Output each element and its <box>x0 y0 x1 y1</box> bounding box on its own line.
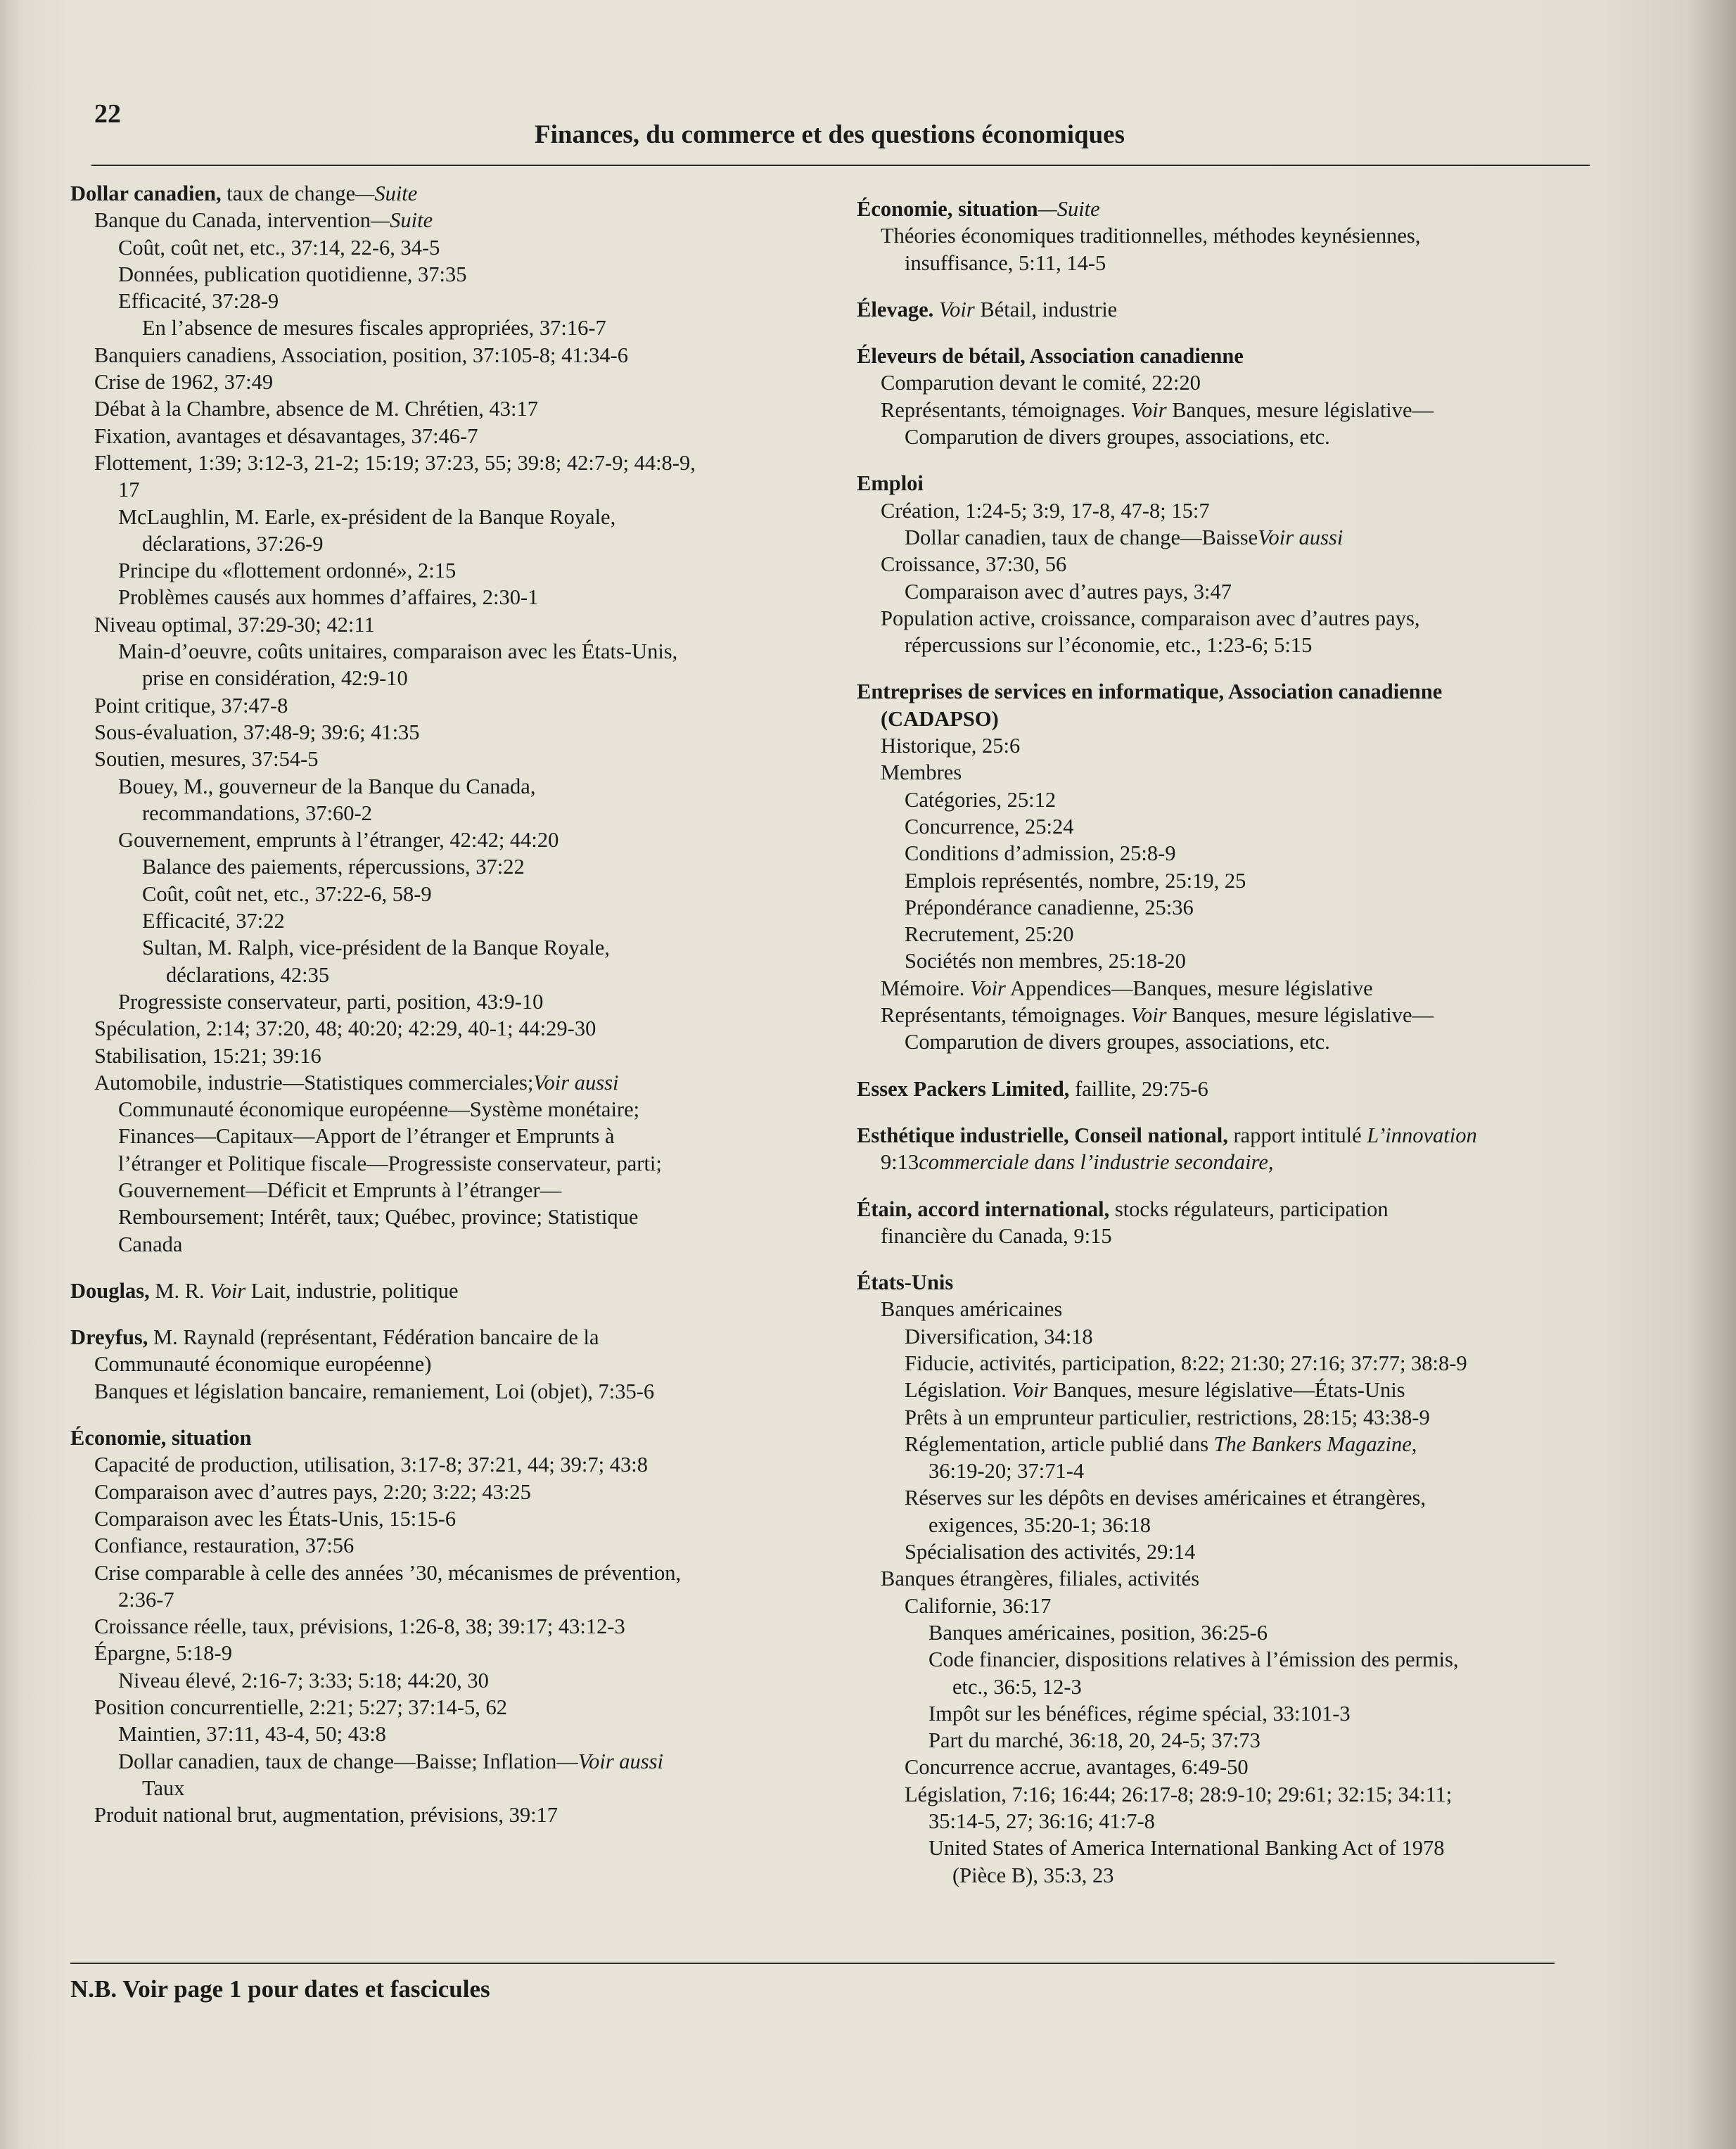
entry-text: Automobile, industrie—Statistiques commerciales; <box>94 1070 534 1095</box>
entry-text: Croissance, 37:30, 56 <box>881 552 1067 577</box>
index-subentry-line <box>70 1775 851 1802</box>
heading-text: Économie, situation <box>70 1426 252 1450</box>
index-subentry-line <box>857 1002 1567 1028</box>
entry-text: Prépondérance canadienne, 25:36 <box>905 895 1194 919</box>
entry-text: Création, 1:24-5; 3:9, 17-8, 47-8; 15:7 <box>881 498 1210 523</box>
index-subentry-line <box>70 504 851 530</box>
entry-text: exigences, 35:20-1; 36:18 <box>928 1512 1151 1537</box>
entry-text: Données, publication quotidienne, 37:35 <box>118 262 467 286</box>
heading-text: Étain, accord international, <box>857 1197 1110 1221</box>
entry-text: Concurrence accrue, avantages, 6:49-50 <box>905 1755 1249 1780</box>
heading-text: Éleveurs de bétail, Association canadienne <box>857 344 1244 369</box>
entry-gap <box>857 1249 1567 1269</box>
entry-gap <box>857 1056 1567 1076</box>
entry-text: Crise de 1962, 37:49 <box>94 370 274 395</box>
index-heading-line <box>857 1269 1567 1296</box>
entry-text: Communauté économique européenne) <box>94 1352 432 1377</box>
heading-text: États-Unis <box>857 1270 954 1295</box>
entry-text: Banque du Canada, intervention <box>94 208 371 233</box>
index-subentry-line <box>70 1640 851 1666</box>
entry-text: Banques américaines, position, 36:25-6 <box>928 1620 1268 1645</box>
index-subentry-line <box>857 1808 1567 1835</box>
index-subentry-line <box>857 867 1567 894</box>
index-subentry-line <box>857 1754 1567 1780</box>
entry-text: Coût, coût net, etc., 37:22-6, 58-9 <box>142 881 432 906</box>
see-reference-text: Voir aussi <box>577 1749 664 1773</box>
entry-text: Californie, 36:17 <box>905 1593 1052 1618</box>
index-subentry-line <box>857 975 1567 1002</box>
entry-text: Bétail, industrie <box>974 297 1118 321</box>
index-subentry-line <box>70 1532 851 1559</box>
index-subentry-line <box>857 1700 1567 1727</box>
entry-text: Législation. <box>905 1378 1012 1403</box>
index-heading-line <box>857 196 1567 222</box>
index-subentry-line <box>857 1862 1567 1889</box>
entry-text: Principe du «flottement ordonné», 2:15 <box>118 559 457 583</box>
entry-text: Finances—Capitaux—Apport de l’étranger et Emprunts à <box>118 1124 615 1149</box>
entry-gap <box>857 658 1567 678</box>
entry-text: Banquiers canadiens, Association, position, 37:105-8; 41:34-6 <box>94 343 629 367</box>
index-column-left <box>70 180 851 1829</box>
entry-text: Sultan, M. Ralph, vice-président de la Banque Royale, <box>142 936 610 960</box>
entry-text: Efficacité, 37:22 <box>142 909 285 933</box>
entry-gap <box>857 450 1567 470</box>
entry-text: Catégories, 25:12 <box>905 787 1057 812</box>
entry-text: Impôt sur les bénéfices, régime spécial, 33:101-3 <box>928 1701 1351 1726</box>
entry-text: Sous-évaluation, 37:48-9; 39:6; 41:35 <box>94 720 420 744</box>
see-reference-text: Voir aussi <box>1258 525 1344 549</box>
heading-text: Douglas, <box>70 1278 150 1303</box>
book-gutter-shadow <box>1687 0 1736 2149</box>
index-subentry-line <box>70 665 851 691</box>
entry-text: Crise comparable à celle des années ’30, mécanismes de prévention, <box>94 1560 682 1585</box>
entry-text: 9:13 <box>881 1150 919 1175</box>
index-subentry-line <box>70 1694 851 1721</box>
entry-text: répercussions sur l’économie, etc., 1:23-6; 5:15 <box>905 633 1313 658</box>
entry-text: financière du Canada, 9:15 <box>881 1223 1112 1248</box>
see-reference-text: Voir <box>1130 1003 1167 1028</box>
entry-text: Banques, mesure législative—États-Unis <box>1047 1378 1405 1403</box>
index-subentry-line <box>857 1673 1567 1700</box>
index-subentry-line <box>70 1505 851 1532</box>
entry-text: Efficacité, 37:28-9 <box>118 289 279 314</box>
entry-text: Taux <box>142 1775 185 1800</box>
entry-text: Historique, 25:6 <box>881 734 1021 758</box>
index-subentry-line <box>70 1177 851 1204</box>
index-subentry-line <box>70 692 851 719</box>
entry-text: Représentants, témoignages. <box>881 397 1131 422</box>
index-heading-line <box>857 1196 1567 1223</box>
index-subentry-line <box>857 1835 1567 1861</box>
index-subentry-line <box>857 397 1567 423</box>
index-subentry-line <box>70 1667 851 1694</box>
index-subentry-line <box>70 395 851 422</box>
index-subentry-line <box>70 288 851 314</box>
entry-text: Dollar canadien, taux de change—Baisse <box>905 525 1258 549</box>
index-subentry-line <box>70 1748 851 1775</box>
entry-gap <box>70 1258 851 1277</box>
index-subentry-line <box>857 1619 1567 1646</box>
see-reference-text: Voir <box>970 976 1006 1000</box>
entry-text: Gouvernement—Déficit et Emprunts à l’étranger— <box>118 1178 562 1202</box>
entry-text: faillite, 29:75-6 <box>1069 1076 1208 1101</box>
entry-gap <box>857 1102 1567 1122</box>
index-subentry-line <box>857 222 1567 249</box>
entry-text: Communauté économique européenne—Système monétaire; <box>118 1097 640 1122</box>
index-subentry-line <box>857 497 1567 524</box>
index-subentry-line <box>857 1727 1567 1754</box>
entry-text: Part du marché, 36:18, 20, 24-5; 37:73 <box>928 1728 1260 1753</box>
entry-text: Comparaison avec d’autres pays, 3:47 <box>905 579 1232 604</box>
index-subentry-line <box>70 1015 851 1042</box>
index-subentry-line <box>857 423 1567 450</box>
entry-text: Bouey, M., gouverneur de la Banque du Canada, <box>118 774 536 798</box>
entry-text: Conditions d’admission, 25:8-9 <box>905 841 1176 866</box>
index-subentry-line <box>857 1350 1567 1377</box>
index-subentry-line <box>70 530 851 557</box>
index-subentry-line <box>70 827 851 853</box>
index-subentry-line <box>857 1512 1567 1538</box>
entry-text: Remboursement; Intérêt, taux; Québec, province; Statistique <box>118 1205 639 1230</box>
entry-text: Balance des paiements, répercussions, 37:22 <box>142 855 525 879</box>
heading-text: (CADAPSO) <box>881 706 999 731</box>
entry-text: Emplois représentés, nombre, 25:19, 25 <box>905 868 1246 893</box>
entry-text: Progressiste conservateur, parti, position, 43:9-10 <box>118 989 544 1014</box>
index-subentry-line <box>857 1538 1567 1565</box>
entry-text: 2:36-7 <box>118 1587 174 1612</box>
heading-text: Essex Packers Limited, <box>857 1076 1070 1101</box>
entry-text: Recrutement, 25:20 <box>905 922 1074 947</box>
index-subentry-line <box>70 1378 851 1405</box>
entry-text: United States of America International Banking Act of 1978 <box>928 1836 1445 1861</box>
index-subentry-line <box>70 881 851 907</box>
index-subentry-line <box>857 921 1567 948</box>
entry-text: insuffisance, 5:11, 14-5 <box>905 250 1106 275</box>
entry-text: Comparaison avec d’autres pays, 2:20; 3:22; 43:25 <box>94 1479 531 1504</box>
index-subentry-line <box>70 449 851 476</box>
entry-text: Lait, industrie, politique <box>245 1278 459 1303</box>
index-subentry-line <box>70 1204 851 1230</box>
index-subentry-line <box>857 813 1567 840</box>
continued-marker: —Suite <box>371 208 433 233</box>
entry-text: Banques, mesure législative— <box>1166 397 1434 422</box>
entry-text: recommandations, 37:60-2 <box>142 801 372 825</box>
entry-text: En l’absence de mesures fiscales appropriées, 37:16-7 <box>142 316 606 340</box>
entry-text: M. R. <box>149 1278 210 1303</box>
heading-text: Dollar canadien, <box>70 181 222 205</box>
index-subentry-line <box>70 1802 851 1828</box>
entry-text: Problèmes causés aux hommes d’affaires, 2:30-1 <box>118 585 539 610</box>
index-subentry-line <box>857 551 1567 578</box>
continued-marker: —Suite <box>355 181 418 205</box>
entry-text: Banques américaines <box>881 1297 1063 1322</box>
index-subentry-line <box>857 369 1567 396</box>
entry-text: Main-d’oeuvre, coûts unitaires, comparaison avec les États-Unis, <box>118 639 678 664</box>
index-subentry-line <box>857 1431 1567 1458</box>
page-left-edge <box>0 0 20 2149</box>
entry-text: Banques étrangères, filiales, activités <box>881 1567 1200 1591</box>
entry-text: Flottement, 1:39; 3:12-3, 21-2; 15:19; 37:23, 55; 39:8; 42:7-9; 44:8-9, <box>94 450 696 475</box>
entry-text: stocks régulateurs, participation <box>1109 1197 1389 1221</box>
entry-text: Diversification, 34:18 <box>905 1324 1093 1348</box>
entry-text: Épargne, 5:18-9 <box>94 1641 232 1666</box>
header-rule <box>91 165 1590 166</box>
entry-gap <box>70 1304 851 1324</box>
entry-text: Produit national brut, augmentation, prévisions, 39:17 <box>94 1803 559 1828</box>
entry-text: Spéculation, 2:14; 37:20, 48; 40:20; 42:29, 40-1; 44:29-30 <box>94 1016 596 1041</box>
index-subentry-line <box>70 369 851 395</box>
entry-text: Représentants, témoignages. <box>881 1003 1131 1028</box>
index-subentry-line <box>70 1586 851 1613</box>
index-subentry-line <box>857 605 1567 632</box>
heading-text: Économie, situation <box>857 197 1038 221</box>
continued-marker: —Suite <box>1038 197 1100 221</box>
heading-text: Entreprises de services en informatique, Association canadienne <box>857 680 1443 704</box>
entry-text: Croissance réelle, taux, prévisions, 1:26-8, 38; 39:17; 43:12-3 <box>94 1614 625 1639</box>
index-subentry-line <box>70 1479 851 1505</box>
index-subentry-line <box>70 476 851 503</box>
entry-text: Banques, mesure législative— <box>1166 1003 1434 1028</box>
entry-text: Comparaison avec les États-Unis, 15:15-6 <box>94 1506 457 1531</box>
index-subentry-line <box>857 1028 1567 1055</box>
entry-text: Concurrence, 25:24 <box>905 814 1074 838</box>
entry-text: Maintien, 37:11, 43-4, 50; 43:8 <box>118 1722 386 1747</box>
index-subentry-line <box>857 1458 1567 1484</box>
index-subentry-line <box>70 557 851 584</box>
index-subentry-line <box>857 894 1567 921</box>
index-subentry-line <box>857 1565 1567 1592</box>
see-reference-text: Voir <box>210 1278 246 1303</box>
index-subentry-line <box>857 840 1567 867</box>
see-reference-text: The Bankers Magazine, <box>1213 1431 1417 1456</box>
entry-text: McLaughlin, M. Earle, ex-président de la Banque Royale, <box>118 504 616 529</box>
index-subentry-line <box>70 584 851 611</box>
index-heading-line <box>857 1122 1567 1149</box>
entry-text: Banques et législation bancaire, remaniement, Loi (objet), 7:35-6 <box>94 1379 655 1403</box>
entry-text: déclarations, 42:35 <box>166 962 330 987</box>
index-subentry-line <box>70 853 851 880</box>
index-subentry-line <box>857 1296 1567 1322</box>
entry-text: l’étranger et Politique fiscale—Progressiste conservateur, parti; <box>118 1151 662 1175</box>
index-subentry-line <box>857 1484 1567 1511</box>
entry-text: Fiducie, activités, participation, 8:22; 21:30; 27:16; 37:77; 38:8-9 <box>905 1351 1467 1375</box>
running-title: Finances, du commerce et des questions économiques <box>535 120 1125 149</box>
index-heading-line <box>70 1324 851 1351</box>
index-subentry-line <box>70 1069 851 1096</box>
index-subentry-line <box>857 1593 1567 1619</box>
entry-text: Législation, 7:16; 16:44; 26:17-8; 28:9-10; 29:61; 32:15; 34:11; <box>905 1782 1453 1806</box>
index-subentry-line <box>70 719 851 746</box>
index-subentry-line <box>70 1096 851 1123</box>
index-subentry-line <box>70 1721 851 1747</box>
index-subentry-line <box>70 746 851 772</box>
index-heading-line <box>70 180 851 207</box>
entry-text: Code financier, dispositions relatives à l’émission des permis, <box>928 1647 1459 1672</box>
index-subentry-line <box>70 962 851 988</box>
index-subentry-line <box>70 638 851 665</box>
footer-note: N.B. Voir page 1 pour dates et fascicules <box>70 1975 490 2003</box>
index-subentry-line <box>70 773 851 800</box>
see-reference-text: Voir <box>1011 1378 1048 1403</box>
entry-text <box>933 298 939 321</box>
entry-text: Comparution devant le comité, 22:20 <box>881 371 1201 395</box>
entry-text: Gouvernement, emprunts à l’étranger, 42:42; 44:20 <box>118 828 559 853</box>
index-subentry-line <box>857 250 1567 276</box>
entry-gap <box>70 1405 851 1424</box>
entry-text: Spécialisation des activités, 29:14 <box>905 1540 1196 1564</box>
index-heading-line <box>70 1277 851 1304</box>
entry-gap <box>857 323 1567 343</box>
entry-text: Théories économiques traditionnelles, méthodes keynésiennes, <box>881 224 1421 248</box>
see-reference-text: L’innovation <box>1367 1123 1477 1147</box>
index-subentry-line <box>857 1377 1567 1403</box>
entry-text: Fixation, avantages et désavantages, 37:46-7 <box>94 423 478 448</box>
page-number: 22 <box>94 99 121 129</box>
entry-text: Coût, coût net, etc., 37:14, 22-6, 34-5 <box>118 235 440 260</box>
see-reference-text: commerciale dans l’industrie secondaire, <box>919 1150 1274 1175</box>
entry-text: 17 <box>118 478 140 502</box>
index-subentry-line <box>857 1646 1567 1673</box>
index-subentry-line <box>857 1404 1567 1431</box>
index-subentry-line <box>70 423 851 449</box>
index-heading-line <box>70 1424 851 1451</box>
index-subentry-line <box>857 1323 1567 1350</box>
index-subentry-line <box>70 207 851 234</box>
entry-text: déclarations, 37:26-9 <box>142 531 324 556</box>
heading-text: Élevage. <box>857 297 934 321</box>
entry-text: Membres <box>881 760 962 785</box>
index-subentry-line <box>70 1560 851 1586</box>
entry-text: etc., 36:5, 12-3 <box>952 1674 1082 1699</box>
index-subentry-line <box>70 1123 851 1149</box>
entry-text: Stabilisation, 15:21; 39:16 <box>94 1043 321 1068</box>
index-subentry-line <box>857 948 1567 974</box>
entry-text: Position concurrentielle, 2:21; 5:27; 37:14-5, 62 <box>94 1695 508 1720</box>
entry-text: Réserves sur les dépôts en devises américaines et étrangères, <box>905 1486 1427 1510</box>
entry-text: taux de change <box>221 181 356 205</box>
index-heading-line <box>857 678 1567 705</box>
index-subentry-line <box>70 800 851 827</box>
index-subentry-line <box>70 314 851 341</box>
index-subentry-line <box>857 524 1567 551</box>
entry-text: Dollar canadien, taux de change—Baisse; Inflation— <box>118 1749 578 1773</box>
heading-text: Dreyfus, <box>70 1325 148 1350</box>
entry-text: Capacité de production, utilisation, 3:17-8; 37:21, 44; 39:7; 43:8 <box>94 1453 648 1477</box>
index-subentry-line <box>857 759 1567 786</box>
entry-text: rapport intitulé <box>1227 1123 1367 1147</box>
entry-text: (Pièce B), 35:3, 23 <box>952 1863 1114 1887</box>
index-subentry-line <box>857 632 1567 658</box>
index-subentry-line <box>70 234 851 261</box>
entry-text: Soutien, mesures, 37:54-5 <box>94 747 319 772</box>
index-subentry-line <box>857 732 1567 759</box>
see-reference-text: Voir <box>1130 397 1167 422</box>
see-reference-text: Voir aussi <box>533 1070 619 1095</box>
index-subentry-line <box>857 578 1567 605</box>
entry-text: Réglementation, article publié dans <box>905 1431 1214 1456</box>
index-heading-line <box>857 296 1567 323</box>
entry-text: Niveau élevé, 2:16-7; 3:33; 5:18; 44:20, 30 <box>118 1668 489 1692</box>
heading-text: Emploi <box>857 471 924 496</box>
index-subentry-line <box>857 706 1567 732</box>
entry-text: Population active, croissance, comparaison avec d’autres pays, <box>881 606 1420 630</box>
entry-text: M. Raynald (représentant, Fédération bancaire de la <box>148 1325 599 1350</box>
heading-text: Esthétique industrielle, Conseil national, <box>857 1123 1228 1147</box>
entry-text: Débat à la Chambre, absence de M. Chrétien, 43:17 <box>94 397 538 421</box>
entry-text: Canada <box>118 1232 183 1256</box>
index-subentry-line <box>70 342 851 369</box>
entry-text: Appendices—Banques, mesure législative <box>1005 976 1373 1000</box>
index-subentry-line <box>70 1042 851 1069</box>
index-subentry-line <box>70 907 851 934</box>
index-subentry-line <box>70 1150 851 1177</box>
entry-text: Prêts à un emprunteur particulier, restrictions, 28:15; 43:38-9 <box>905 1405 1430 1429</box>
index-subentry-line <box>857 1149 1567 1175</box>
entry-text: Mémoire. <box>881 976 971 1000</box>
index-subentry-line <box>857 1223 1567 1249</box>
footer-rule <box>70 1963 1555 1964</box>
index-subentry-line <box>70 1351 851 1377</box>
entry-text: Point critique, 37:47-8 <box>94 693 288 718</box>
index-heading-line <box>857 470 1567 497</box>
entry-text: Niveau optimal, 37:29-30; 42:11 <box>94 612 375 637</box>
index-subentry-line <box>70 611 851 638</box>
index-subentry-line <box>857 1781 1567 1808</box>
index-subentry-line <box>70 1451 851 1478</box>
index-heading-line <box>857 1076 1567 1102</box>
index-subentry-line <box>857 786 1567 813</box>
entry-text: Confiance, restauration, 37:56 <box>94 1533 355 1558</box>
entry-text: 36:19-20; 37:71-4 <box>928 1459 1085 1484</box>
index-subentry-line <box>70 934 851 961</box>
entry-text: Comparution de divers groupes, associations, etc. <box>905 1030 1330 1054</box>
entry-text: Sociétés non membres, 25:18-20 <box>905 949 1186 974</box>
see-reference-text: Voir <box>938 297 975 321</box>
index-subentry-line <box>70 261 851 288</box>
entry-text: 35:14-5, 27; 36:16; 41:7-8 <box>928 1809 1155 1834</box>
index-column-right <box>857 196 1567 1889</box>
entry-gap <box>857 276 1567 296</box>
entry-gap <box>857 1176 1567 1196</box>
index-subentry-line <box>70 988 851 1015</box>
index-subentry-line <box>70 1613 851 1640</box>
index-subentry-line <box>70 1231 851 1258</box>
index-heading-line <box>857 343 1567 369</box>
entry-text: Comparution de divers groupes, associations, etc. <box>905 425 1330 449</box>
entry-text: prise en considération, 42:9-10 <box>142 666 408 691</box>
